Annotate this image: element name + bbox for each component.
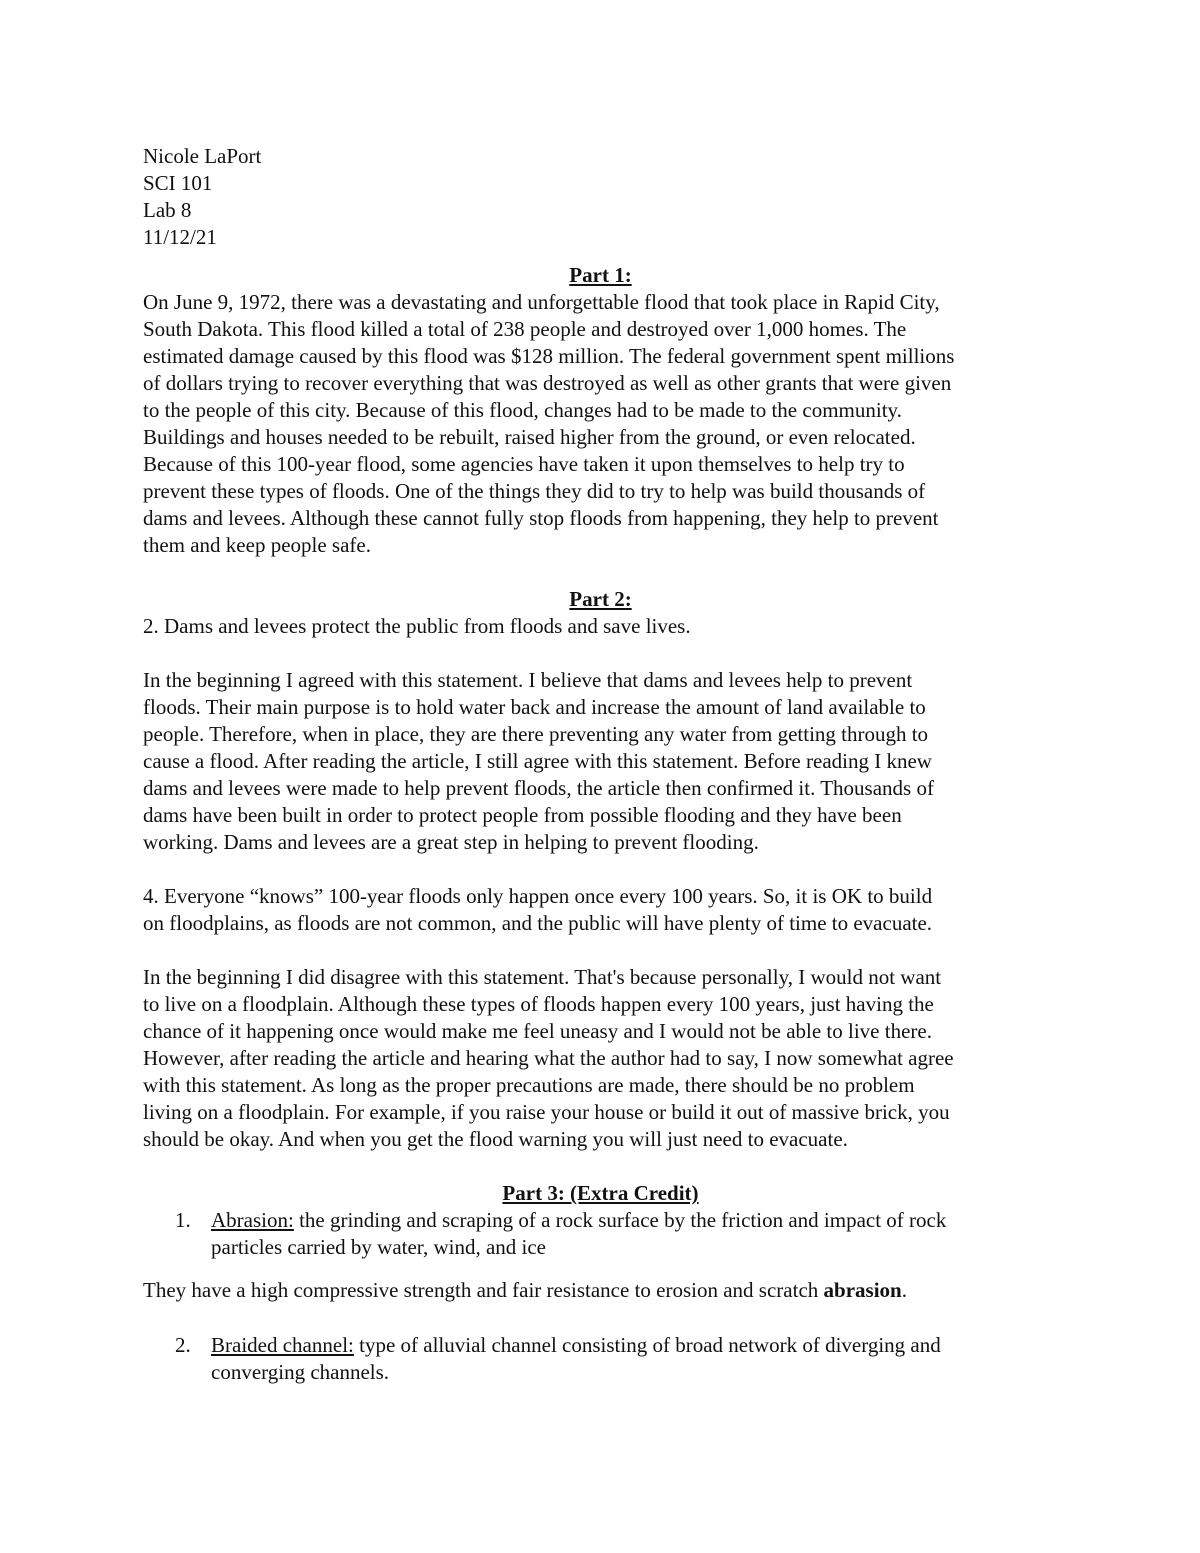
paragraph-line: Because of this 100-year flood, some agencies have taken it upon themselves to help try to: [143, 452, 905, 476]
submission-date: 11/12/21: [143, 225, 217, 249]
lab-number: Lab 8: [143, 198, 192, 222]
spacer: [143, 1261, 1058, 1277]
list-item-braided-channel: [143, 1332, 1058, 1386]
paragraph-line: to the people of this city. Because of this flood, changes had to be made to the community.: [143, 398, 902, 422]
author-name: Nicole LaPort: [143, 144, 262, 168]
paragraph-line: them and keep people safe.: [143, 533, 371, 557]
paragraph-line: floods. Their main purpose is to hold water back and increase the amount of land available to: [143, 695, 926, 719]
paragraph-line: living on a floodplain. For example, if you raise your house or build it out of massive brick, you: [143, 1100, 950, 1124]
bold-term: abrasion: [823, 1278, 902, 1302]
paragraph-line: chance of it happening once would make me feel uneasy and I would not be able to live there.: [143, 1019, 932, 1043]
term-abrasion: Abrasion:: [211, 1208, 294, 1232]
paragraph-line: should be okay. And when you get the flood warning you will just need to evacuate.: [143, 1127, 848, 1151]
paragraph-line: prevent these types of floods. One of the things they did to try to help was build thousands of: [143, 479, 926, 503]
part2-heading: Part 2:: [569, 587, 632, 611]
paragraph-line: 4. Everyone “knows” 100-year floods only happen once every 100 years. So, it is OK to build: [143, 884, 933, 908]
part1-paragraph: [143, 289, 1058, 559]
header-block: [143, 143, 1058, 251]
paragraph-line: In the beginning I agreed with this statement. I believe that dams and levees help to prevent: [143, 668, 913, 692]
paragraph-line: with this statement. As long as the proper precautions are made, there should be no problem: [143, 1073, 915, 1097]
statement-2: 2. Dams and levees protect the public from floods and save lives.: [143, 614, 691, 638]
paragraph-line: South Dakota. This flood killed a total of 238 people and destroyed over 1,000 homes. The: [143, 317, 907, 341]
spacer: [143, 640, 1058, 667]
paragraph-line: of dollars trying to recover everything that was destroyed as well as other grants that were given: [143, 371, 952, 395]
part1-heading: Part 1:: [569, 263, 632, 287]
paragraph-line: on floodplains, as floods are not common, and the public will have plenty of time to evacuate.: [143, 911, 933, 935]
statement-4: [143, 883, 1058, 937]
paragraph-line: to live on a floodplain. Although these types of floods happen every 100 years, just having the: [143, 992, 934, 1016]
sentence-end: .: [901, 1278, 907, 1302]
list-number: 1.: [175, 1208, 191, 1232]
paragraph-line: dams have been built in order to protect people from possible flooding and they have been: [143, 803, 902, 827]
response-4-paragraph: [143, 964, 1058, 1153]
paragraph-line: cause a flood. After reading the article, I still agree with this statement. Before reading I knew: [143, 749, 932, 773]
paragraph-line: people. Therefore, when in place, they are there preventing any water from getting through to: [143, 722, 929, 746]
list-item-abrasion: [143, 1207, 1058, 1261]
definition-text: type of alluvial channel consisting of broad network of diverging and: [353, 1333, 941, 1357]
abrasion-sentence: [143, 1277, 1058, 1304]
definition-continuation: particles carried by water, wind, and ice: [211, 1235, 547, 1259]
paragraph-line: In the beginning I did disagree with this statement. That's because personally, I would not want: [143, 965, 942, 989]
document-page: [143, 143, 1058, 1386]
sentence-text: They have a high compressive strength and fair resistance to erosion and scratch: [143, 1278, 824, 1302]
part3-heading: Part 3: (Extra Credit): [502, 1181, 699, 1205]
spacer: [143, 1304, 1058, 1332]
paragraph-line: dams and levees were made to help prevent floods, the article then confirmed it. Thousands of: [143, 776, 934, 800]
spacer: [143, 856, 1058, 883]
course-code: SCI 101: [143, 171, 213, 195]
paragraph-line: However, after reading the article and hearing what the author had to say, I now somewhat agree: [143, 1046, 954, 1070]
paragraph-line: dams and levees. Although these cannot fully stop floods from happening, they help to prevent: [143, 506, 939, 530]
definition-continuation: converging channels.: [211, 1360, 390, 1384]
paragraph-line: working. Dams and levees are a great step in helping to prevent flooding.: [143, 830, 759, 854]
paragraph-line: On June 9, 1972, there was a devastating and unforgettable flood that took place in Rapid City,: [143, 290, 940, 314]
spacer: [143, 937, 1058, 964]
list-number: 2.: [175, 1333, 191, 1357]
response-2-paragraph: [143, 667, 1058, 856]
term-braided-channel: Braided channel:: [211, 1333, 354, 1357]
paragraph-line: Buildings and houses needed to be rebuilt, raised higher from the ground, or even relocated.: [143, 425, 916, 449]
paragraph-line: estimated damage caused by this flood was $128 million. The federal government spent millions: [143, 344, 955, 368]
definition-text: the grinding and scraping of a rock surface by the friction and impact of rock: [293, 1208, 947, 1232]
